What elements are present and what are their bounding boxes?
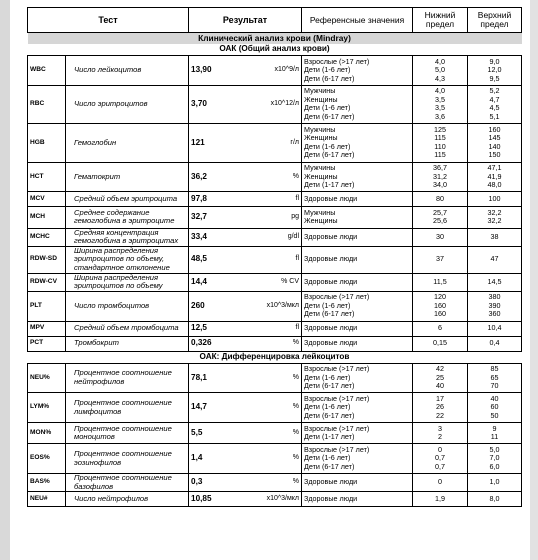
table-row xyxy=(28,423,522,444)
test-name: Тромбокрит xyxy=(66,336,189,351)
high-limit-line: 8,0 xyxy=(489,493,500,503)
high-limit-line: 32,2 xyxy=(487,207,502,217)
result-value: 14,7 xyxy=(191,402,207,412)
test-code: EOS% xyxy=(28,444,66,474)
reference-group-line: Здоровые люди xyxy=(304,231,358,241)
test-code: NEU% xyxy=(28,363,66,393)
test-code: MON% xyxy=(28,423,66,444)
results-table-container xyxy=(27,7,521,507)
low-limit xyxy=(413,192,468,207)
low-limit xyxy=(413,291,468,321)
low-limit-line: 115 xyxy=(434,150,446,160)
result-unit: % xyxy=(292,403,300,411)
high-limit xyxy=(468,56,522,86)
low-limit-line: 3,5 xyxy=(435,103,446,113)
reference-group xyxy=(302,492,413,507)
test-name: Процентное соотношение моноцитов xyxy=(66,423,189,444)
low-limit-line: 17 xyxy=(436,393,445,403)
low-limit-line: 34,0 xyxy=(433,180,448,190)
high-limit xyxy=(468,207,522,228)
high-limit-line: 48,0 xyxy=(487,180,502,190)
low-limit-line: 5,0 xyxy=(435,65,446,75)
reference-group-line: Здоровые люди xyxy=(304,477,358,487)
low-limit xyxy=(413,207,468,228)
table-row xyxy=(28,492,522,507)
low-limit-line: 0,7 xyxy=(435,461,446,471)
low-limit-line: 11,5 xyxy=(433,276,447,286)
high-limit-line: 160 xyxy=(488,124,501,134)
high-limit-line: 38 xyxy=(490,231,499,241)
high-limit-line: 7,0 xyxy=(489,453,500,463)
reference-group xyxy=(302,192,413,207)
test-name: Средний объем эритроцита xyxy=(66,192,189,207)
result-value: 0,3 xyxy=(191,477,203,487)
low-limit xyxy=(413,321,468,336)
reference-group-line: Дети (6-17 лет) xyxy=(304,461,355,471)
reference-group-line: Женщины xyxy=(304,216,338,226)
table-header xyxy=(28,8,522,33)
low-limit-line: 0,15 xyxy=(433,338,448,348)
result-value: 1,4 xyxy=(191,453,203,463)
reference-group xyxy=(302,85,413,123)
reference-group-line: Дети (1-17 лет) xyxy=(304,180,355,190)
reference-group-line: Дети (1-6 лет) xyxy=(304,65,351,75)
table-row xyxy=(28,207,522,228)
high-limit xyxy=(468,192,522,207)
table-row xyxy=(28,336,522,351)
low-limit xyxy=(413,85,468,123)
left-border xyxy=(0,0,10,560)
reference-group-line: Взрослые (>17 лет) xyxy=(304,444,370,454)
high-limit-line: 47,1 xyxy=(487,163,502,173)
result-value: 10,85 xyxy=(191,493,212,503)
reference-group-line: Мужчины xyxy=(304,207,336,217)
result-cell xyxy=(189,246,302,273)
table-row xyxy=(28,291,522,321)
high-limit-line: 41,9 xyxy=(487,171,502,181)
result-value: 78,1 xyxy=(191,372,207,382)
reference-group-line: Женщины xyxy=(304,171,338,181)
high-limit-line: 100 xyxy=(488,194,501,204)
result-value: 32,7 xyxy=(191,212,207,222)
result-value: 3,70 xyxy=(191,99,207,109)
result-unit: x10^9/л xyxy=(274,66,300,74)
test-name: Среднее содержание гемоглобина в эритроците xyxy=(66,207,189,228)
table-row xyxy=(28,162,522,192)
high-limit-line: 50 xyxy=(490,411,499,420)
result-cell xyxy=(189,423,302,444)
test-name: Процентное соотношение базофилов xyxy=(66,474,189,492)
result-cell xyxy=(189,321,302,336)
reference-group-line: Мужчины xyxy=(304,163,336,173)
low-limit-line: 80 xyxy=(436,194,445,204)
low-limit-line: 160 xyxy=(434,300,447,310)
high-limit-line: 6,0 xyxy=(489,461,500,471)
reference-group-line: Здоровые люди xyxy=(304,323,358,333)
result-cell xyxy=(189,228,302,246)
result-value: 12,5 xyxy=(191,323,207,333)
table-row xyxy=(28,246,522,273)
high-limit xyxy=(468,228,522,246)
test-name: Ширина распределения эритроцитов по объему, стандартное отклонение xyxy=(66,246,189,273)
test-code: PLT xyxy=(28,291,66,321)
header-low: Нижний предел xyxy=(413,8,468,33)
result-cell xyxy=(189,192,302,207)
result-unit: % xyxy=(292,428,300,436)
low-limit-line: 0 xyxy=(438,444,443,454)
test-name: Процентное соотношение лимфоцитов xyxy=(66,393,189,423)
high-limit xyxy=(468,246,522,273)
table-row xyxy=(28,444,522,474)
reference-group xyxy=(302,393,413,423)
low-limit-line: 110 xyxy=(434,141,446,151)
reference-group xyxy=(302,273,413,291)
low-limit xyxy=(413,273,468,291)
reference-group xyxy=(302,444,413,474)
high-limit xyxy=(468,336,522,351)
test-name: Число лейкоцитов xyxy=(66,56,189,86)
test-name: Гемоглобин xyxy=(66,124,189,162)
reference-group-line: Дети (6-17 лет) xyxy=(304,73,355,83)
high-limit-line: 360 xyxy=(488,309,501,319)
test-code: MCHC xyxy=(28,228,66,246)
test-code: RDW-CV xyxy=(28,273,66,291)
table-row xyxy=(28,363,522,393)
low-limit-line: 36,7 xyxy=(433,163,448,173)
high-limit xyxy=(468,85,522,123)
high-limit-line: 390 xyxy=(488,300,501,310)
reference-group-line: Дети (1-6 лет) xyxy=(304,372,351,382)
high-limit-line: 65 xyxy=(490,372,499,382)
test-code: MPV xyxy=(28,321,66,336)
result-cell xyxy=(189,444,302,474)
test-code: HGB xyxy=(28,124,66,162)
test-code: RBC xyxy=(28,85,66,123)
high-limit-line: 32,2 xyxy=(487,216,502,226)
result-cell xyxy=(189,85,302,123)
high-limit-line: 140 xyxy=(488,141,501,151)
result-unit: g/dl xyxy=(287,232,300,240)
high-limit-line: 380 xyxy=(488,292,501,302)
high-limit xyxy=(468,393,522,423)
result-value: 48,5 xyxy=(191,254,207,264)
low-limit-line: 160 xyxy=(434,309,447,319)
test-name: Средняя концентрация гемоглобина в эритроцитах xyxy=(66,228,189,246)
reference-group xyxy=(302,56,413,86)
test-name: Число эритроцитов xyxy=(66,85,189,123)
reference-group-line: Мужчины xyxy=(304,124,336,134)
table-row xyxy=(28,474,522,492)
result-unit: x10^3/мкл xyxy=(266,494,300,502)
reference-group xyxy=(302,124,413,162)
reference-group xyxy=(302,162,413,192)
low-limit xyxy=(413,423,468,444)
table-row xyxy=(28,124,522,162)
result-unit: x10^3/мкл xyxy=(266,301,300,309)
low-limit xyxy=(413,444,468,474)
table-row xyxy=(28,228,522,246)
result-unit: % xyxy=(292,339,300,347)
header-high: Верхний предел xyxy=(468,8,522,33)
test-code: PCT xyxy=(28,336,66,351)
low-limit-line: 2 xyxy=(438,432,443,442)
high-limit-line: 0,4 xyxy=(489,338,500,348)
table-row xyxy=(28,393,522,423)
result-cell xyxy=(189,56,302,86)
result-value: 97,8 xyxy=(191,194,207,204)
test-code: MCV xyxy=(28,192,66,207)
result-value: 33,4 xyxy=(191,231,207,241)
result-value: 14,4 xyxy=(191,276,207,286)
result-cell xyxy=(189,291,302,321)
reference-group xyxy=(302,321,413,336)
low-limit xyxy=(413,393,468,423)
test-name: Число тромбоцитов xyxy=(66,291,189,321)
low-limit xyxy=(413,124,468,162)
high-limit xyxy=(468,162,522,192)
reference-group-line: Мужчины xyxy=(304,86,336,96)
low-limit xyxy=(413,474,468,492)
table-row xyxy=(28,56,522,86)
low-limit xyxy=(413,363,468,393)
low-limit-line: 3,6 xyxy=(435,112,446,122)
result-value: 13,90 xyxy=(191,65,212,75)
high-limit xyxy=(468,444,522,474)
header-reference: Референсные значения xyxy=(302,8,413,33)
result-value: 5,5 xyxy=(191,427,203,437)
high-limit-line: 150 xyxy=(488,150,501,160)
table-row xyxy=(28,192,522,207)
result-unit: г/л xyxy=(290,138,300,146)
test-name: Процентное соотношение нейтрофилов xyxy=(66,363,189,393)
result-value: 121 xyxy=(191,137,205,147)
reference-group-line: Здоровые люди xyxy=(304,493,358,503)
test-code: NEU# xyxy=(28,492,66,507)
reference-group-line: Дети (6-17 лет) xyxy=(304,150,355,160)
right-border xyxy=(530,0,538,560)
test-name: Число нейтрофилов xyxy=(66,492,189,507)
low-limit xyxy=(413,336,468,351)
low-limit-line: 4,0 xyxy=(435,86,446,96)
low-limit-line: 40 xyxy=(436,381,445,391)
high-limit-line: 11 xyxy=(490,432,499,442)
reference-group-line: Дети (1-6 лет) xyxy=(304,141,351,151)
reference-group xyxy=(302,423,413,444)
result-unit: % xyxy=(292,454,300,462)
low-limit-line: 25,7 xyxy=(433,207,448,217)
result-unit: fl xyxy=(295,324,300,332)
high-limit-line: 40 xyxy=(490,393,499,403)
low-limit xyxy=(413,492,468,507)
reference-group-line: Женщины xyxy=(304,133,338,143)
high-limit-line: 145 xyxy=(488,133,501,143)
reference-group-line: Дети (6-17 лет) xyxy=(304,381,355,391)
result-unit: % xyxy=(292,478,300,486)
high-limit xyxy=(468,492,522,507)
table-row xyxy=(28,85,522,123)
high-limit-line: 60 xyxy=(490,402,499,412)
test-code: HCT xyxy=(28,162,66,192)
reference-group-line: Здоровые люди xyxy=(304,338,358,348)
high-limit xyxy=(468,321,522,336)
reference-group-line: Здоровые люди xyxy=(304,254,358,264)
low-limit-line: 6 xyxy=(438,323,443,333)
reference-group xyxy=(302,246,413,273)
low-limit-line: 26 xyxy=(436,402,445,412)
result-cell xyxy=(189,273,302,291)
results-table xyxy=(27,7,522,507)
reference-group-line: Женщины xyxy=(304,94,338,104)
high-limit xyxy=(468,124,522,162)
reference-group-line: Дети (1-6 лет) xyxy=(304,453,351,463)
reference-group-line: Взрослые (>17 лет) xyxy=(304,423,370,433)
high-limit-line: 4,5 xyxy=(489,103,500,113)
high-limit xyxy=(468,363,522,393)
low-limit-line: 31,2 xyxy=(433,171,448,181)
low-limit-line: 1,9 xyxy=(435,493,446,503)
high-limit-line: 85 xyxy=(490,364,499,374)
reference-group-line: Дети (6-17 лет) xyxy=(304,411,355,420)
reference-group-line: Дети (1-6 лет) xyxy=(304,103,351,113)
low-limit-line: 4,3 xyxy=(435,73,446,83)
low-limit-line: 115 xyxy=(434,133,446,143)
low-limit xyxy=(413,246,468,273)
test-name: Ширина распределения эритроцитов по объему xyxy=(66,273,189,291)
low-limit-line: 0,7 xyxy=(435,453,446,463)
result-cell xyxy=(189,162,302,192)
reference-group-line: Взрослые (>17 лет) xyxy=(304,364,370,374)
high-limit-line: 1,0 xyxy=(489,477,500,487)
result-cell xyxy=(189,474,302,492)
test-name: Процентное соотношение эозинофилов xyxy=(66,444,189,474)
result-cell xyxy=(189,124,302,162)
low-limit-line: 22 xyxy=(436,411,445,420)
result-value: 36,2 xyxy=(191,171,207,181)
header-test: Тест xyxy=(28,8,189,33)
low-limit xyxy=(413,162,468,192)
table-row xyxy=(28,321,522,336)
high-limit xyxy=(468,291,522,321)
high-limit-line: 4,7 xyxy=(489,94,500,104)
high-limit-line: 12,0 xyxy=(487,65,502,75)
high-limit xyxy=(468,474,522,492)
low-limit-line: 25 xyxy=(436,372,445,382)
high-limit-line: 5,2 xyxy=(489,86,500,96)
section-title-diff: ОАК: Дифференцировка лейкоцитов xyxy=(28,351,522,363)
reference-group-line: Здоровые люди xyxy=(304,276,358,286)
result-cell xyxy=(189,363,302,393)
reference-group-line: Взрослые (>17 лет) xyxy=(304,393,370,403)
low-limit-line: 125 xyxy=(434,124,447,134)
result-cell xyxy=(189,207,302,228)
high-limit-line: 10,4 xyxy=(487,323,502,333)
result-cell xyxy=(189,492,302,507)
low-limit-line: 42 xyxy=(436,364,445,374)
low-limit-line: 37 xyxy=(436,254,445,264)
reference-group xyxy=(302,207,413,228)
low-limit-line: 4,0 xyxy=(435,56,446,66)
low-limit-line: 0 xyxy=(438,477,443,487)
high-limit-line: 5,1 xyxy=(489,112,500,122)
result-unit: x10^12/л xyxy=(270,100,300,108)
header-result: Результат xyxy=(189,8,302,33)
reference-group xyxy=(302,291,413,321)
low-limit xyxy=(413,228,468,246)
low-limit xyxy=(413,56,468,86)
low-limit-line: 3 xyxy=(438,423,443,433)
reference-group-line: Дети (1-6 лет) xyxy=(304,300,351,310)
table-row xyxy=(28,273,522,291)
low-limit-line: 120 xyxy=(434,292,447,302)
high-limit xyxy=(468,423,522,444)
high-limit-line: 70 xyxy=(490,381,499,391)
reference-group xyxy=(302,363,413,393)
test-code: LYM% xyxy=(28,393,66,423)
reference-group xyxy=(302,336,413,351)
result-value: 260 xyxy=(191,300,205,310)
high-limit-line: 5,0 xyxy=(489,444,500,454)
reference-group-line: Дети (1-17 лет) xyxy=(304,432,355,442)
result-unit: fl xyxy=(295,195,300,203)
test-code: RDW-SD xyxy=(28,246,66,273)
test-code: WBC xyxy=(28,56,66,86)
section-title-main: Клинический анализ крови (Mindray) xyxy=(28,33,522,45)
result-unit: % CV xyxy=(281,277,300,285)
reference-group xyxy=(302,228,413,246)
high-limit-line: 14,5 xyxy=(487,276,502,286)
reference-group-line: Дети (1-6 лет) xyxy=(304,402,351,412)
test-name: Средний объем тромбоцита xyxy=(66,321,189,336)
result-unit: fl xyxy=(295,255,300,263)
reference-group-line: Дети (6-17 лет) xyxy=(304,309,355,319)
high-limit-line: 47 xyxy=(490,254,499,264)
reference-group xyxy=(302,474,413,492)
reference-group-line: Здоровые люди xyxy=(304,194,358,204)
test-code: BAS% xyxy=(28,474,66,492)
low-limit-line: 25,6 xyxy=(433,216,448,226)
high-limit-line: 9,5 xyxy=(489,73,500,83)
low-limit-line: 3,5 xyxy=(435,94,446,104)
low-limit-line: 30 xyxy=(436,231,445,241)
high-limit-line: 9 xyxy=(492,423,497,433)
reference-group-line: Дети (6-17 лет) xyxy=(304,112,355,122)
high-limit xyxy=(468,273,522,291)
result-value: 0,326 xyxy=(191,338,212,348)
result-unit: % xyxy=(292,373,300,381)
high-limit-line: 9,0 xyxy=(489,56,500,66)
result-cell xyxy=(189,393,302,423)
reference-group-line: Взрослые (>17 лет) xyxy=(304,56,370,66)
test-name: Гематокрит xyxy=(66,162,189,192)
section-title-oak: ОАК (Общий анализ крови) xyxy=(28,44,522,56)
result-unit: % xyxy=(292,172,300,180)
reference-group-line: Взрослые (>17 лет) xyxy=(304,292,370,302)
result-unit: pg xyxy=(291,213,300,221)
test-code: MCH xyxy=(28,207,66,228)
result-cell xyxy=(189,336,302,351)
